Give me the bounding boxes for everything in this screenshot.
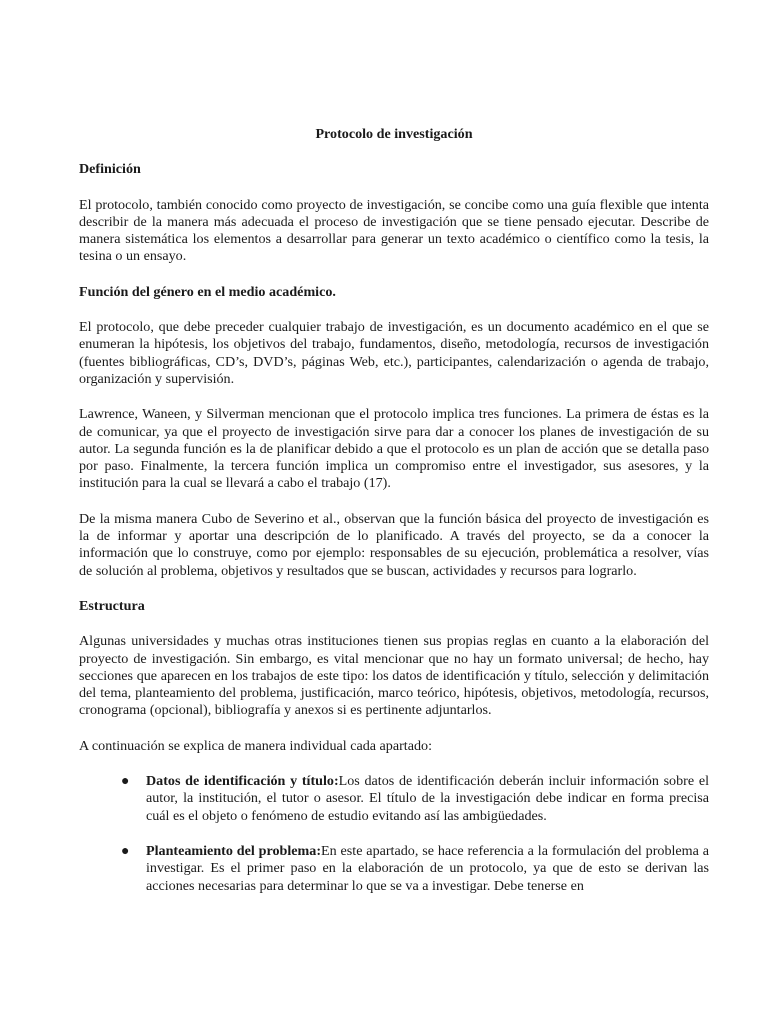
section-heading-definicion: Definición (79, 161, 141, 178)
document-title: Protocolo de investigación (315, 126, 473, 142)
paragraph-estructura-1: Algunas universidades y muchas otras instituciones tienen sus propias reglas en cuanto a la elaboración del proyecto de investigación. Sin embargo, es vital mencionar que no hay un formato universal; de hecho, hay secciones que aparecen en los trabajos de este tipo: los datos de identificación y título, selección y delimitación del tema, planteamiento del problema, justificación, marco teórico, hipótesis, objetivos, metodología, recursos, cronograma (opcional), bibliografía y anexos si es pertinente adjuntarlos. (79, 633, 709, 719)
bullet-text: En este apartado, se hace referencia a la formulación del problema a investigar. Es el primer paso en la elaboración de un protocolo, ya que de esto se derivan las acciones necesarias para determinar lo que se va a investigar. Debe tenerse en (146, 842, 709, 894)
bullet-term: Planteamiento del problema: (146, 842, 322, 859)
paragraph-definicion: El protocolo, también conocido como proyecto de investigación, se concibe como una guía flexible que intenta describir de la manera más adecuada el proceso de investigación que se tiene pensado ejecutar. Describe de manera sistemática los elementos a desarrollar para generar un texto académico o científico como la tesis, la tesina o un ensayo. (79, 196, 709, 265)
paragraph-funcion-1: El protocolo, que debe preceder cualquier trabajo de investigación, es un documento académico en el que se enumeran la hipótesis, los objetivos del trabajo, fundamentos, diseño, metodología, recursos de investigación (fuentes bibliográficas, CD’s, DVD’s, páginas Web, etc.), participantes, calendarización o agenda de trabajo, organización y supervisión. (79, 319, 709, 387)
document-page (79, 126, 709, 913)
section-heading-funcion: Función del género en el medio académico. (79, 283, 336, 300)
bullet-dot-icon: ● (121, 843, 130, 859)
paragraph-estructura-2: A continuación se explica de manera individual cada apartado: (79, 737, 432, 754)
bullet-item-planteamiento (79, 843, 709, 895)
section-heading-estructura: Estructura (79, 597, 145, 614)
paragraph-funcion-3: De la misma manera Cubo de Severino et al., observan que la función básica del proyecto de investigación es la de informar y aportar una descripción de lo planificado. A través del proyecto, se da a conocer la información que lo construye, como por ejemplo: responsables de su ejecución, problemática a resolver, vías de solución al problema, objetivos y resultados que se buscan, actividades y recursos para lograrlo. (79, 510, 709, 579)
bullet-term: Datos de identificación y título: (146, 773, 339, 790)
bullet-text: Los datos de identificación deberán incluir información sobre el autor, la institución, el tutor o asesor. El título de la investigación debe indicar en forma precisa cuál es el objeto o fenómeno de estudio evitando así las ambigüedades. (146, 773, 709, 824)
bullet-list (79, 773, 709, 895)
bullet-item-datos (79, 773, 709, 825)
paragraph-funcion-2: Lawrence, Waneen, y Silverman mencionan que el protocolo implica tres funciones. La primera de éstas es la de comunicar, ya que el proyecto de investigación sirve para dar a conocer los planes de investigación de su autor. La segunda función es la de planificar debido a que el protocolo es un plan de acción que se detalla paso por paso. Finalmente, la tercera función implica un compromiso entre el investigador, sus asesores, y la institución para la cual se llevará a cabo el trabajo (17). (79, 406, 709, 492)
bullet-dot-icon: ● (121, 774, 130, 790)
